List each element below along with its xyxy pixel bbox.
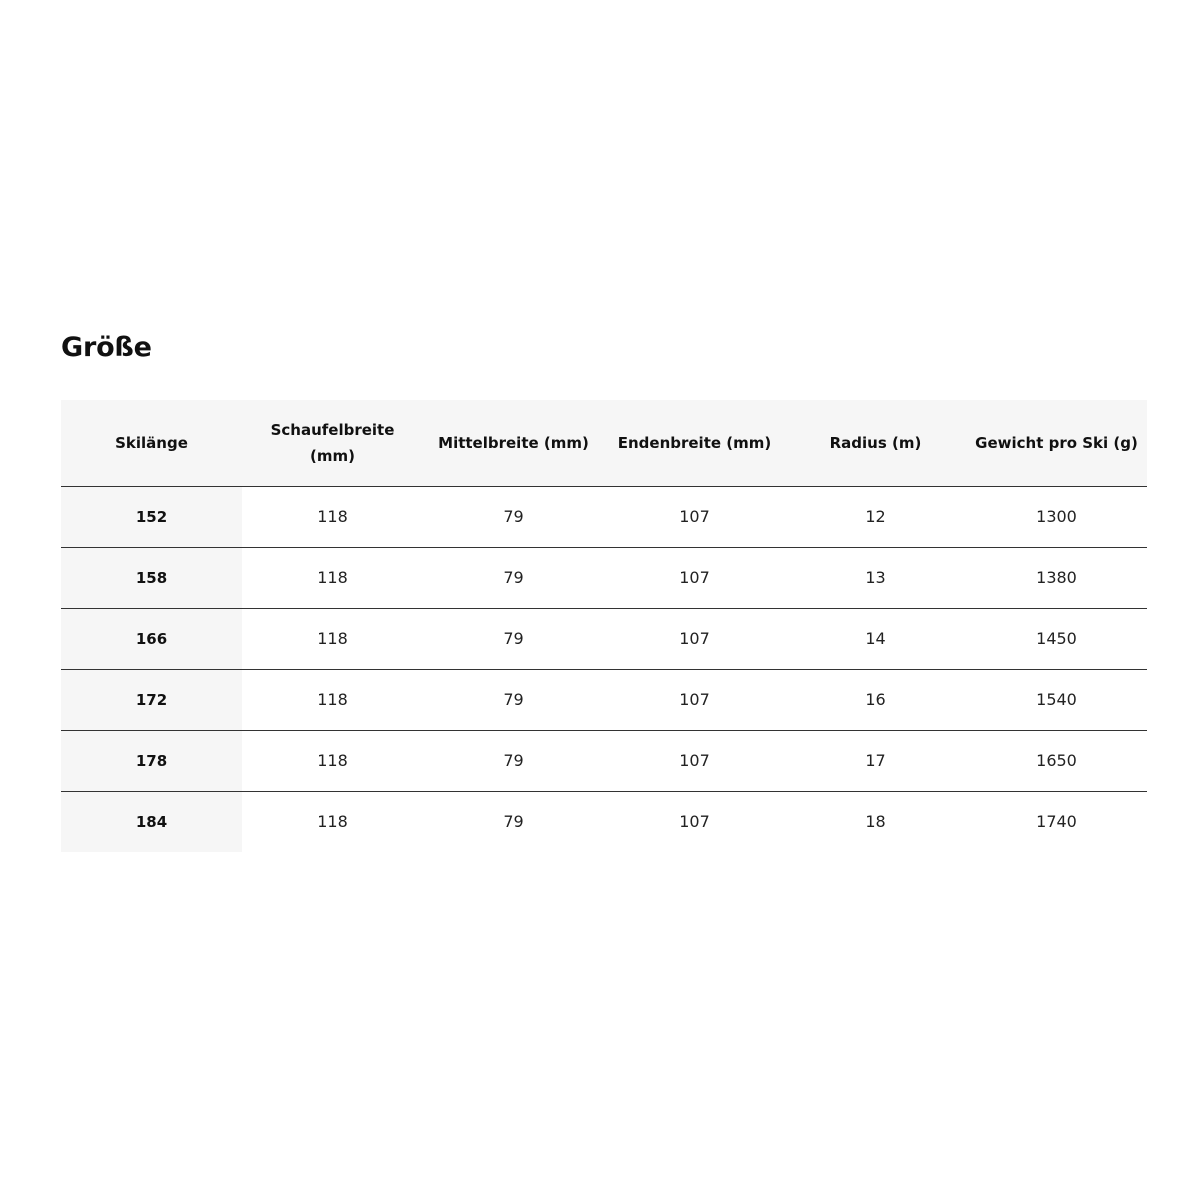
header-tail-width: Endenbreite (mm) <box>604 400 785 486</box>
ski-length-cell: 152 <box>61 486 242 547</box>
radius-cell: 13 <box>785 547 966 608</box>
table-body <box>61 486 1147 852</box>
waist-width-cell: 79 <box>423 608 604 669</box>
header-ski-length: Skilänge <box>61 400 242 486</box>
size-table <box>61 400 1147 852</box>
header-row <box>61 400 1147 486</box>
ski-length-cell: 184 <box>61 791 242 852</box>
weight-cell: 1450 <box>966 608 1147 669</box>
ski-length-cell: 166 <box>61 608 242 669</box>
weight-cell: 1650 <box>966 730 1147 791</box>
waist-width-cell: 79 <box>423 486 604 547</box>
radius-cell: 18 <box>865 812 886 832</box>
weight-cell: 1540 <box>966 669 1147 730</box>
header-weight: Gewicht pro Ski (g) <box>966 400 1147 486</box>
radius-cell: 17 <box>785 730 966 791</box>
waist-width-cell: 79 <box>423 669 604 730</box>
tail-width-cell: 107 <box>604 669 785 730</box>
table-row <box>61 608 1147 669</box>
waist-width-cell: 79 <box>423 730 604 791</box>
header-tip-width: Schaufelbreite (mm) <box>242 400 423 486</box>
weight-cell: 1740 <box>1036 812 1077 832</box>
tail-width-cell: 107 <box>604 608 785 669</box>
tail-width-cell: 107 <box>604 730 785 791</box>
tip-width-cell: 118 <box>242 486 423 547</box>
header-radius: Radius (m) <box>785 400 966 486</box>
ski-length-cell: 178 <box>61 730 242 791</box>
table-row <box>61 791 1147 852</box>
radius-cell: 16 <box>785 669 966 730</box>
radius-cell: 14 <box>785 608 966 669</box>
table-row <box>61 669 1147 730</box>
tail-width-cell: 107 <box>679 812 710 832</box>
tip-width-cell: 118 <box>242 608 423 669</box>
waist-width-cell: 79 <box>423 547 604 608</box>
waist-width-cell: 79 <box>503 812 524 832</box>
weight-cell: 1380 <box>966 547 1147 608</box>
weight-cell: 1300 <box>966 486 1147 547</box>
page-title: Größe <box>61 332 152 363</box>
header-waist-width: Mittelbreite (mm) <box>423 400 604 486</box>
tail-width-cell: 107 <box>604 486 785 547</box>
tip-width-cell: 118 <box>317 812 348 832</box>
tip-width-cell: 118 <box>242 730 423 791</box>
table-row <box>61 730 1147 791</box>
tail-width-cell: 107 <box>604 547 785 608</box>
table-row <box>61 486 1147 547</box>
ski-length-cell: 172 <box>61 669 242 730</box>
table-header <box>61 400 1147 486</box>
tip-width-cell: 118 <box>242 547 423 608</box>
tip-width-cell: 118 <box>242 669 423 730</box>
ski-length-cell: 158 <box>61 547 242 608</box>
radius-cell: 12 <box>785 486 966 547</box>
table-row <box>61 547 1147 608</box>
